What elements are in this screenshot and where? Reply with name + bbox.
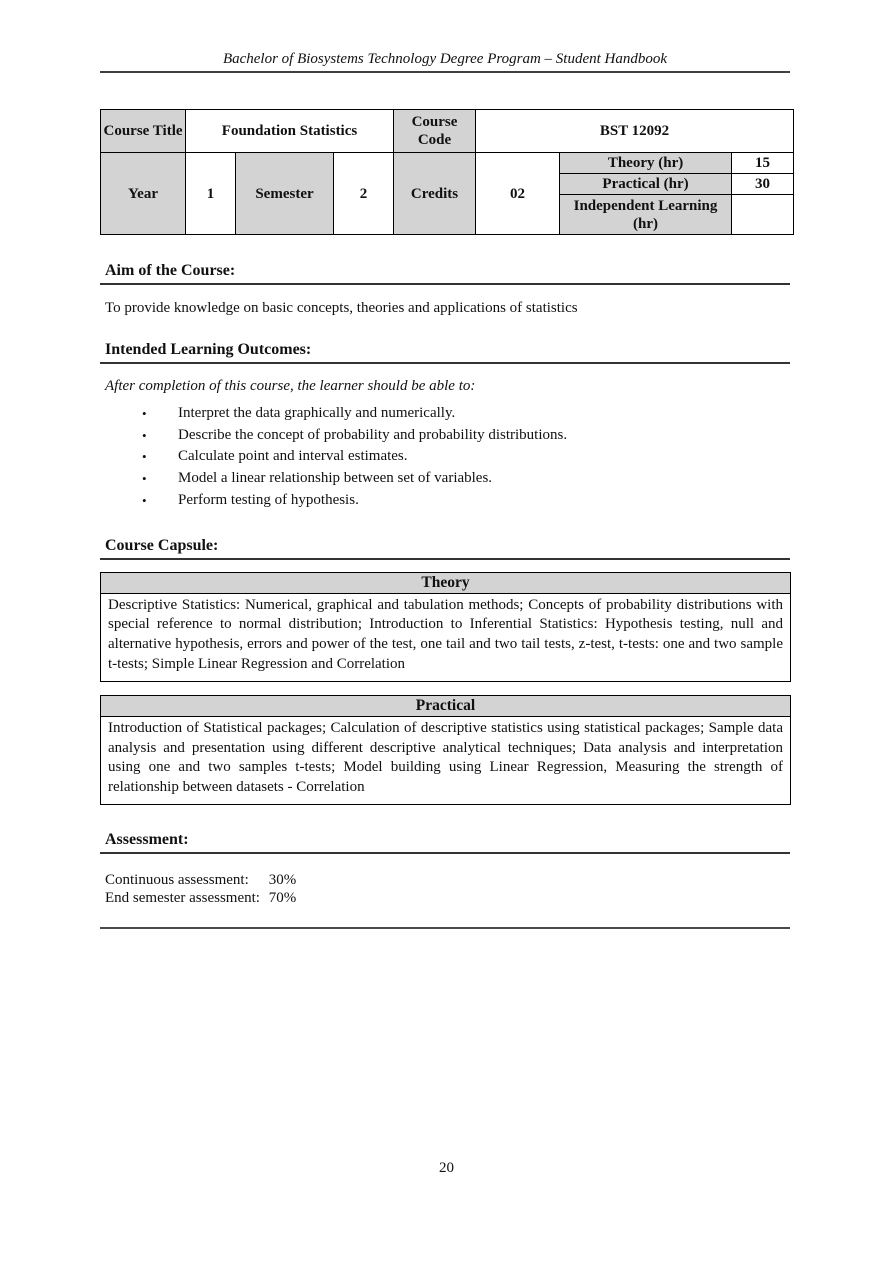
outcome-text: Perform testing of hypothesis. bbox=[178, 491, 359, 508]
aim-heading: Aim of the Course: bbox=[100, 261, 790, 285]
list-item bbox=[142, 425, 790, 447]
list-item bbox=[142, 468, 790, 490]
ilo-lead: After completion of this course, the learner should be able to: bbox=[105, 378, 476, 394]
table-row bbox=[101, 153, 794, 174]
theory-hours-label: Theory (hr) bbox=[560, 153, 732, 174]
year-value: 1 bbox=[186, 153, 236, 235]
table-row bbox=[101, 110, 794, 153]
bullet-icon: • bbox=[142, 427, 147, 443]
bullet-icon: • bbox=[142, 449, 147, 465]
independent-learning-hours-value bbox=[732, 195, 794, 235]
practical-box bbox=[100, 695, 791, 805]
course-code-label: Course Code bbox=[394, 110, 476, 153]
handbook-title: Bachelor of Biosystems Technology Degree Program – Student Handbook bbox=[222, 51, 668, 67]
assessment-value: 70% bbox=[268, 890, 297, 907]
list-item bbox=[142, 403, 790, 425]
practical-hours-value: 30 bbox=[732, 174, 794, 195]
theory-box-title: Theory bbox=[101, 573, 790, 594]
independent-learning-hours-label: Independent Learning (hr) bbox=[560, 195, 732, 235]
outcome-text: Interpret the data graphically and numerically. bbox=[178, 405, 456, 421]
bullet-icon: • bbox=[142, 492, 147, 508]
theory-box bbox=[100, 572, 791, 682]
semester-label: Semester bbox=[236, 153, 334, 235]
assessment-value: 30% bbox=[268, 871, 297, 888]
semester-value: 2 bbox=[334, 153, 394, 235]
assessment-heading: Assessment: bbox=[100, 830, 790, 854]
bullet-icon: • bbox=[142, 471, 147, 487]
assessment-row bbox=[105, 871, 790, 890]
assessment-row bbox=[105, 889, 790, 908]
outcome-list bbox=[100, 403, 790, 512]
theory-hours-value: 15 bbox=[732, 153, 794, 174]
page-number: 20 bbox=[439, 1160, 454, 1176]
list-item bbox=[142, 446, 790, 468]
theory-box-body: Descriptive Statistics: Numerical, graphical and tabulation methods; Concepts of probability distributions with special reference to normal distribution; Introduction to Inferential Statistics: Hypothesis testing, null and alternative hypothesis, errors and power of the test, one tail and two tail tests, z-test, t-tests: one and two sample t-tests; Simple Linear Regression and Correlation bbox=[108, 596, 783, 672]
course-title-value: Foundation Statistics bbox=[186, 110, 394, 153]
course-title-label: Course Title bbox=[101, 110, 186, 153]
outcome-text: Describe the concept of probability and probability distributions. bbox=[178, 426, 568, 443]
course-info-table bbox=[100, 109, 794, 235]
practical-hours-label: Practical (hr) bbox=[560, 174, 732, 195]
credits-value: 02 bbox=[476, 153, 560, 235]
ilo-heading: Intended Learning Outcomes: bbox=[100, 340, 790, 364]
assessment-list bbox=[100, 871, 790, 908]
bullet-icon: • bbox=[142, 406, 147, 421]
assessment-label: Continuous assessment: bbox=[105, 871, 249, 888]
list-item bbox=[142, 490, 790, 512]
credits-label: Credits bbox=[394, 153, 476, 235]
assessment-label: End semester assessment: bbox=[105, 890, 260, 907]
closing-rule bbox=[100, 927, 790, 929]
page-header bbox=[100, 50, 790, 73]
year-label: Year bbox=[101, 153, 186, 235]
aim-text: To provide knowledge on basic concepts, theories and applications of statistics bbox=[105, 300, 578, 316]
page-content bbox=[100, 0, 790, 929]
outcome-text: Model a linear relationship between set of variables. bbox=[178, 470, 493, 487]
capsule-heading: Course Capsule: bbox=[100, 536, 790, 560]
outcome-text: Calculate point and interval estimates. bbox=[178, 448, 408, 465]
header-rule bbox=[100, 71, 790, 73]
practical-box-body: Introduction of Statistical packages; Calculation of descriptive statistics using statistical packages; Sample data analysis and presentation using different descriptive analytical techniques; Data analysis and interpretation using one and two samples t-tests; Model building using Linear Regression, Measuring the strength of relationship between datasets - Correlation bbox=[108, 719, 783, 796]
course-code-value: BST 12092 bbox=[476, 110, 794, 153]
practical-box-title: Practical bbox=[101, 696, 790, 717]
